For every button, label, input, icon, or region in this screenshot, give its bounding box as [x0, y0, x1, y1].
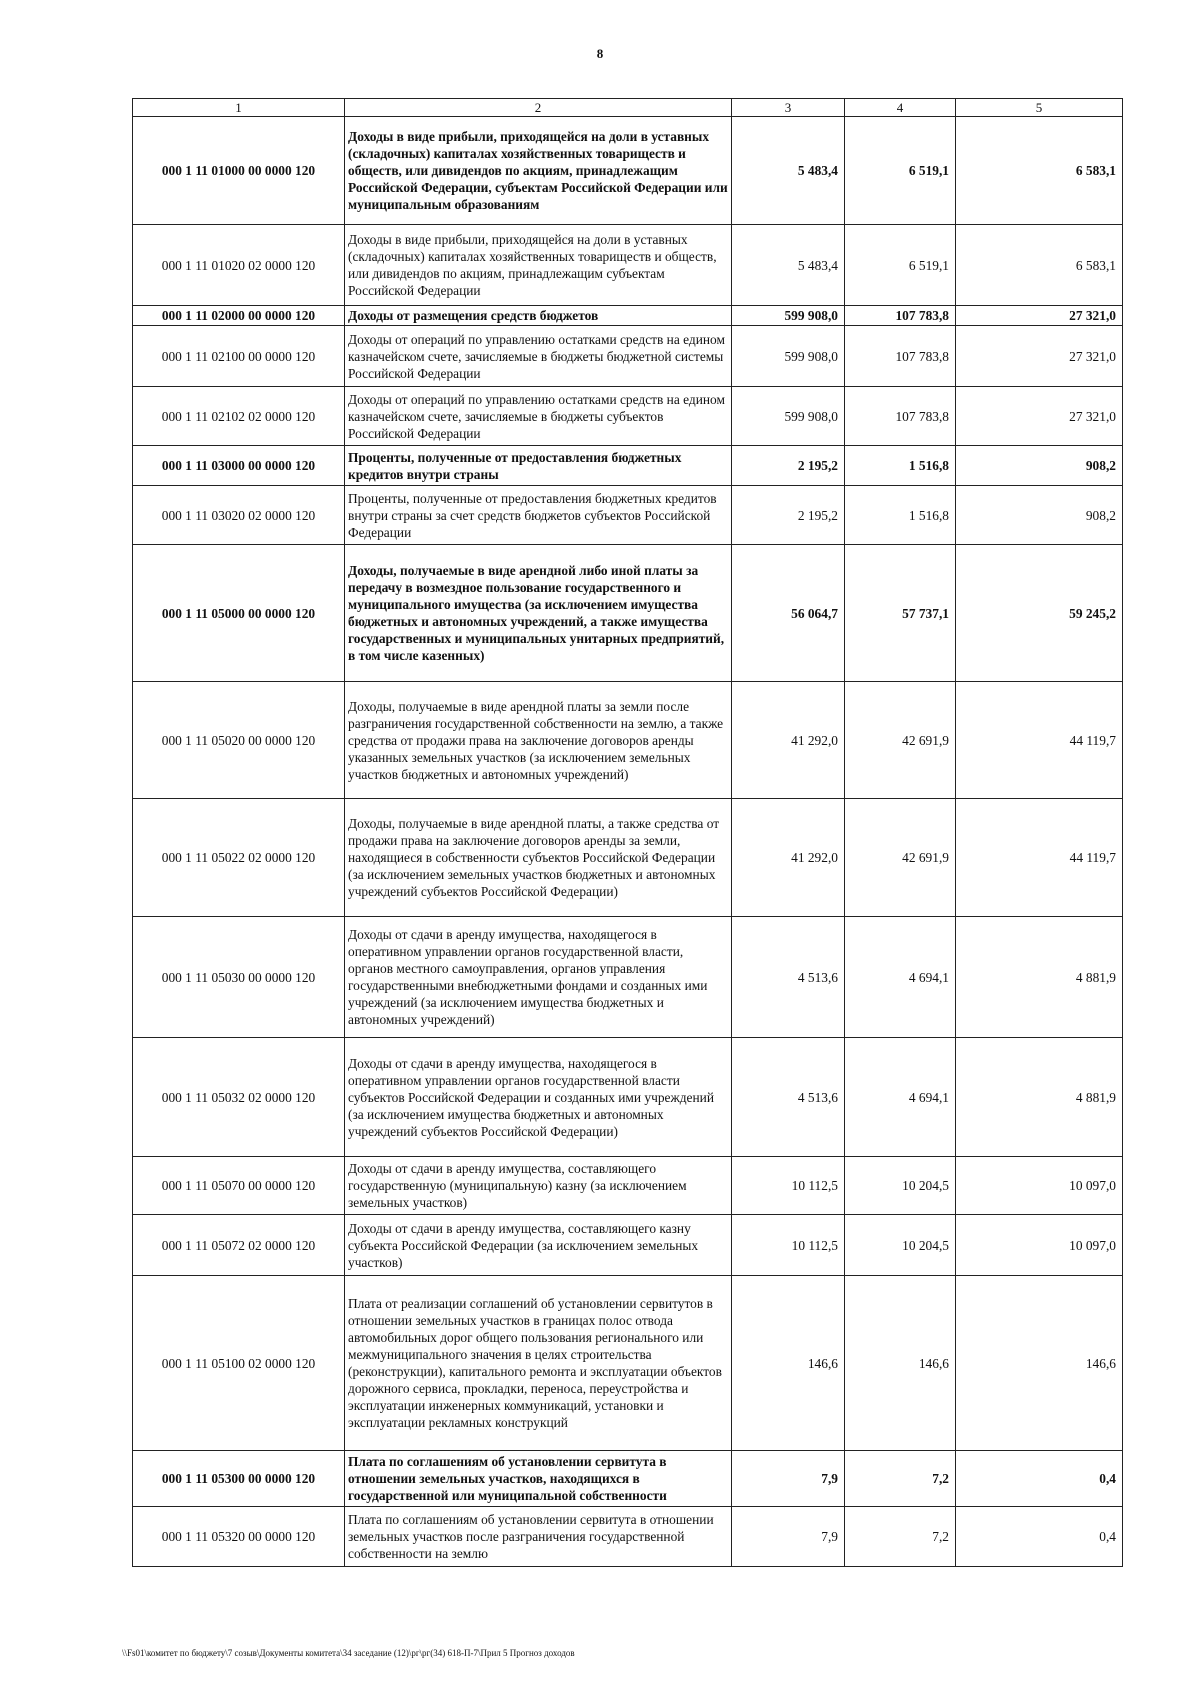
value-col5: 6 583,1: [956, 117, 1123, 225]
budget-code: 000 1 11 01000 00 0000 120: [133, 117, 345, 225]
value-col3: 41 292,0: [732, 682, 845, 799]
value-col5: 27 321,0: [956, 387, 1123, 446]
budget-code: 000 1 11 05320 00 0000 120: [133, 1507, 345, 1567]
table-row: [133, 799, 1123, 917]
budget-code: 000 1 11 02100 00 0000 120: [133, 326, 345, 387]
value-col5: 44 119,7: [956, 799, 1123, 917]
value-col5: 4 881,9: [956, 1038, 1123, 1157]
table-row: [133, 917, 1123, 1038]
value-col3: 10 112,5: [732, 1215, 845, 1276]
table-row: [133, 387, 1123, 446]
value-col3: 2 195,2: [732, 446, 845, 486]
value-col5: 59 245,2: [956, 545, 1123, 682]
value-col3: 4 513,6: [732, 917, 845, 1038]
value-col5: 6 583,1: [956, 225, 1123, 306]
revenue-description: Доходы от сдачи в аренду имущества, находящегося в оперативном управлении органов государственной власти, органов местного самоуправления, органов управления государственными внебюджетными фондами и созданных ими учреждений (за исключением имущества бюджетных и автономных учреждений): [345, 917, 732, 1038]
value-col3: 2 195,2: [732, 486, 845, 545]
value-col4: 6 519,1: [845, 225, 956, 306]
value-col5: 0,4: [956, 1507, 1123, 1567]
column-header-3: 3: [732, 99, 845, 117]
budget-code: 000 1 11 02102 02 0000 120: [133, 387, 345, 446]
value-col3: 7,9: [732, 1451, 845, 1507]
table-row: [133, 306, 1123, 326]
value-col4: 42 691,9: [845, 682, 956, 799]
table-row: [133, 1507, 1123, 1567]
table-row: [133, 545, 1123, 682]
table-row: [133, 326, 1123, 387]
budget-code: 000 1 11 05032 02 0000 120: [133, 1038, 345, 1157]
revenue-description: Проценты, полученные от предоставления бюджетных кредитов внутри страны: [345, 446, 732, 486]
value-col3: 4 513,6: [732, 1038, 845, 1157]
column-header-4: 4: [845, 99, 956, 117]
value-col4: 4 694,1: [845, 1038, 956, 1157]
table-row: [133, 446, 1123, 486]
value-col4: 107 783,8: [845, 306, 956, 326]
revenue-description: Доходы от сдачи в аренду имущества, составляющего казну субъекта Российской Федерации (за исключением земельных участков): [345, 1215, 732, 1276]
value-col3: 41 292,0: [732, 799, 845, 917]
value-col3: 5 483,4: [732, 117, 845, 225]
value-col5: 27 321,0: [956, 306, 1123, 326]
value-col5: 10 097,0: [956, 1215, 1123, 1276]
table-row: [133, 117, 1123, 225]
table-row: [133, 682, 1123, 799]
table-row: [133, 225, 1123, 306]
revenue-description: Доходы, получаемые в виде арендной платы за земли после разграничения государственной собственности на землю, а также средства от продажи права на заключение договоров аренды указанных земельных участков (за исключением земельных участков бюджетных и автономных учреждений): [345, 682, 732, 799]
revenue-description: Доходы от сдачи в аренду имущества, составляющего государственную (муниципальную) казну (за исключением земельных участков): [345, 1157, 732, 1215]
value-col4: 10 204,5: [845, 1157, 956, 1215]
value-col3: 599 908,0: [732, 326, 845, 387]
value-col5: 10 097,0: [956, 1157, 1123, 1215]
revenue-description: Доходы от операций по управлению остатками средств на едином казначейском счете, зачисляемые в бюджеты бюджетной системы Российской Федерации: [345, 326, 732, 387]
column-header-2: 2: [345, 99, 732, 117]
revenue-forecast-table: [132, 98, 1123, 1567]
value-col5: 4 881,9: [956, 917, 1123, 1038]
value-col3: 599 908,0: [732, 306, 845, 326]
value-col5: 0,4: [956, 1451, 1123, 1507]
value-col5: 27 321,0: [956, 326, 1123, 387]
revenue-description: Доходы, получаемые в виде арендной платы, а также средства от продажи права на заключение договоров аренды за земли, находящиеся в собственности субъектов Российской Федерации (за исключением земельных участков бюджетных и автономных учреждений субъектов Российской Федерации): [345, 799, 732, 917]
budget-code: 000 1 11 05100 02 0000 120: [133, 1276, 345, 1451]
value-col4: 7,2: [845, 1451, 956, 1507]
budget-code: 000 1 11 05300 00 0000 120: [133, 1451, 345, 1507]
value-col3: 599 908,0: [732, 387, 845, 446]
value-col5: 44 119,7: [956, 682, 1123, 799]
table-row: [133, 1215, 1123, 1276]
revenue-description: Проценты, полученные от предоставления бюджетных кредитов внутри страны за счет средств бюджетов субъектов Российской Федерации: [345, 486, 732, 545]
budget-code: 000 1 11 05022 02 0000 120: [133, 799, 345, 917]
revenue-description: Плата по соглашениям об установлении сервитута в отношении земельных участков после разграничения государственной собственности на землю: [345, 1507, 732, 1567]
page-number: 8: [596, 46, 604, 61]
revenue-description: Доходы в виде прибыли, приходящейся на доли в уставных (складочных) капиталах хозяйственных товариществ и обществ, или дивидендов по акциям, принадлежащим субъектам Российской Федерации: [345, 225, 732, 306]
revenue-description: Доходы от операций по управлению остатками средств на едином казначейском счете, зачисляемые в бюджеты субъектов Российской Федерации: [345, 387, 732, 446]
value-col4: 57 737,1: [845, 545, 956, 682]
table-row: [133, 1451, 1123, 1507]
value-col4: 1 516,8: [845, 446, 956, 486]
value-col3: 146,6: [732, 1276, 845, 1451]
value-col4: 6 519,1: [845, 117, 956, 225]
value-col4: 107 783,8: [845, 326, 956, 387]
revenue-description: Доходы, получаемые в виде арендной либо иной платы за передачу в возмездное пользование государственного и муниципального имущества (за исключением имущества бюджетных и автономных учреждений, а также имущества государственных и муниципальных унитарных предприятий, в том числе казенных): [345, 545, 732, 682]
value-col5: 146,6: [956, 1276, 1123, 1451]
column-header-5: 5: [956, 99, 1123, 117]
revenue-description: Плата по соглашениям об установлении сервитута в отношении земельных участков, находящихся в государственной или муниципальной собственности: [345, 1451, 732, 1507]
value-col4: 146,6: [845, 1276, 956, 1451]
value-col3: 10 112,5: [732, 1157, 845, 1215]
value-col5: 908,2: [956, 486, 1123, 545]
budget-code: 000 1 11 05020 00 0000 120: [133, 682, 345, 799]
value-col4: 107 783,8: [845, 387, 956, 446]
file-path-footer: \\Fs01\комитет по бюджету\7 созыв\Документы комитета\34 заседание (12)\рг\рг(34) 618-П-7\Прил 5 Прогноз доходов: [122, 1648, 575, 1658]
table-row: [133, 1038, 1123, 1157]
budget-code: 000 1 11 05072 02 0000 120: [133, 1215, 345, 1276]
value-col5: 908,2: [956, 446, 1123, 486]
revenue-description: Доходы в виде прибыли, приходящейся на доли в уставных (складочных) капиталах хозяйственных товариществ и обществ, или дивидендов по акциям, принадлежащим Российской Федерации, субъектам Российской Федерации или муниципальным образованиям: [345, 117, 732, 225]
column-header-1: 1: [133, 99, 345, 117]
table-header-row: [133, 99, 1123, 117]
budget-code: 000 1 11 05070 00 0000 120: [133, 1157, 345, 1215]
value-col4: 42 691,9: [845, 799, 956, 917]
table-row: [133, 1276, 1123, 1451]
budget-code: 000 1 11 05030 00 0000 120: [133, 917, 345, 1038]
value-col4: 7,2: [845, 1507, 956, 1567]
revenue-description: Плата от реализации соглашений об установлении сервитутов в отношении земельных участков в границах полос отвода автомобильных дорог общего пользования регионального или межмуниципального значения в целях строительства (реконструкции), капитального ремонта и эксплуатации объектов дорожного сервиса, прокладки, переноса, переустройства и эксплуатации инженерных коммуникаций, установки и эксплуатации рекламных конструкций: [345, 1276, 732, 1451]
budget-code: 000 1 11 01020 02 0000 120: [133, 225, 345, 306]
value-col3: 5 483,4: [732, 225, 845, 306]
budget-code: 000 1 11 05000 00 0000 120: [133, 545, 345, 682]
revenue-description: Доходы от размещения средств бюджетов: [345, 306, 732, 326]
value-col3: 7,9: [732, 1507, 845, 1567]
value-col4: 4 694,1: [845, 917, 956, 1038]
revenue-description: Доходы от сдачи в аренду имущества, находящегося в оперативном управлении органов государственной власти субъектов Российской Федерации и созданных ими учреждений (за исключением имущества бюджетных и автономных учреждений субъектов Российской Федерации): [345, 1038, 732, 1157]
value-col4: 10 204,5: [845, 1215, 956, 1276]
value-col3: 56 064,7: [732, 545, 845, 682]
budget-code: 000 1 11 03000 00 0000 120: [133, 446, 345, 486]
budget-code: 000 1 11 03020 02 0000 120: [133, 486, 345, 545]
value-col4: 1 516,8: [845, 486, 956, 545]
table-row: [133, 1157, 1123, 1215]
budget-code: 000 1 11 02000 00 0000 120: [133, 306, 345, 326]
table-row: [133, 486, 1123, 545]
